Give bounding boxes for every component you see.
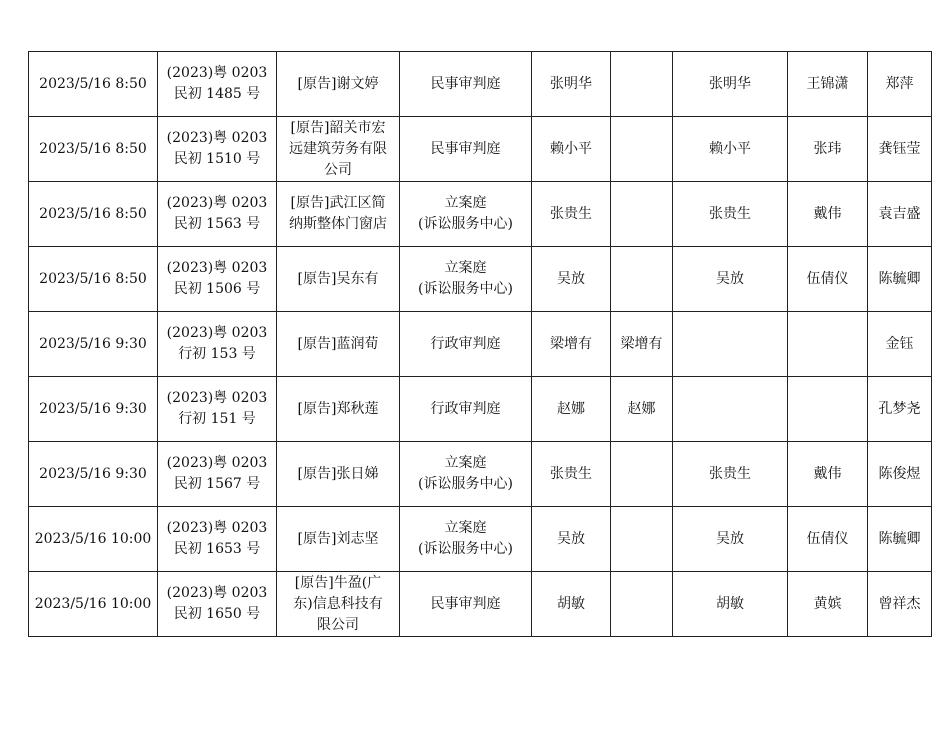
tribunal-cell: 民事审判庭 [400,52,532,117]
table-body [29,52,932,637]
judge-cell [611,52,673,117]
hearing-time-cell: 2023/5/16 9:30 [29,442,158,507]
table-row [29,247,932,312]
table-row [29,442,932,507]
tribunal-cell: 行政审判庭 [400,377,532,442]
presiding-judge-cell: 张明华 [532,52,611,117]
hearing-time-cell: 2023/5/16 8:50 [29,182,158,247]
assistant-cell: 伍倩仪 [788,247,868,312]
presiding-judge-cell: 赵娜 [532,377,611,442]
presiding-judge-cell: 梁增有 [532,312,611,377]
case-number-cell: (2023)粤 0203 民初 1510 号 [158,117,277,182]
party-cell: [原告]谢文婷 [277,52,400,117]
hearing-schedule-table [28,51,932,637]
clerk-cell: 龚钰莹 [868,117,932,182]
judge-cell [611,247,673,312]
party-cell: [原告]蓝润荀 [277,312,400,377]
hearing-time-cell: 2023/5/16 8:50 [29,247,158,312]
table-row [29,52,932,117]
hearing-time-cell: 2023/5/16 8:50 [29,52,158,117]
clerk-cell: 陈毓卿 [868,507,932,572]
table-row [29,507,932,572]
assistant-cell: 王锦潇 [788,52,868,117]
judge-cell: 梁增有 [611,312,673,377]
assistant-cell: 戴伟 [788,442,868,507]
trial-judge-cell: 胡敏 [673,572,788,637]
assistant-cell [788,377,868,442]
clerk-cell: 陈毓卿 [868,247,932,312]
assistant-cell [788,312,868,377]
case-number-cell: (2023)粤 0203 民初 1650 号 [158,572,277,637]
trial-judge-cell: 张贵生 [673,182,788,247]
trial-judge-cell: 吴放 [673,507,788,572]
presiding-judge-cell: 胡敏 [532,572,611,637]
trial-judge-cell [673,312,788,377]
trial-judge-cell: 张明华 [673,52,788,117]
case-number-cell: (2023)粤 0203 行初 153 号 [158,312,277,377]
tribunal-cell: 立案庭 (诉讼服务中心) [400,247,532,312]
judge-cell [611,117,673,182]
presiding-judge-cell: 吴放 [532,247,611,312]
tribunal-cell: 行政审判庭 [400,312,532,377]
judge-cell [611,182,673,247]
party-cell: [原告]张日娣 [277,442,400,507]
trial-judge-cell [673,377,788,442]
tribunal-cell: 立案庭 (诉讼服务中心) [400,182,532,247]
clerk-cell: 金钰 [868,312,932,377]
trial-judge-cell: 赖小平 [673,117,788,182]
assistant-cell: 伍倩仪 [788,507,868,572]
hearing-time-cell: 2023/5/16 9:30 [29,377,158,442]
assistant-cell: 戴伟 [788,182,868,247]
hearing-time-cell: 2023/5/16 9:30 [29,312,158,377]
trial-judge-cell: 吴放 [673,247,788,312]
table-row [29,377,932,442]
tribunal-cell: 立案庭 (诉讼服务中心) [400,442,532,507]
party-cell: [原告]刘志坚 [277,507,400,572]
hearing-time-cell: 2023/5/16 10:00 [29,507,158,572]
party-cell: [原告]武江区简 纳斯整体门窗店 [277,182,400,247]
table-row [29,117,932,182]
tribunal-cell: 立案庭 (诉讼服务中心) [400,507,532,572]
case-number-cell: (2023)粤 0203 民初 1567 号 [158,442,277,507]
case-number-cell: (2023)粤 0203 民初 1485 号 [158,52,277,117]
party-cell: [原告]郑秋莲 [277,377,400,442]
judge-cell [611,442,673,507]
clerk-cell: 袁吉盛 [868,182,932,247]
clerk-cell: 郑萍 [868,52,932,117]
presiding-judge-cell: 张贵生 [532,182,611,247]
tribunal-cell: 民事审判庭 [400,572,532,637]
table-row [29,312,932,377]
clerk-cell: 孔梦尧 [868,377,932,442]
table-row [29,572,932,637]
tribunal-cell: 民事审判庭 [400,117,532,182]
clerk-cell: 陈俊煜 [868,442,932,507]
hearing-time-cell: 2023/5/16 8:50 [29,117,158,182]
assistant-cell: 张玮 [788,117,868,182]
case-number-cell: (2023)粤 0203 民初 1506 号 [158,247,277,312]
hearing-time-cell: 2023/5/16 10:00 [29,572,158,637]
party-cell: [原告]吴东有 [277,247,400,312]
judge-cell: 赵娜 [611,377,673,442]
trial-judge-cell: 张贵生 [673,442,788,507]
case-number-cell: (2023)粤 0203 民初 1563 号 [158,182,277,247]
presiding-judge-cell: 张贵生 [532,442,611,507]
party-cell: [原告]牛盈(广 东)信息科技有 限公司 [277,572,400,637]
clerk-cell: 曾祥杰 [868,572,932,637]
judge-cell [611,572,673,637]
table-row [29,182,932,247]
judge-cell [611,507,673,572]
assistant-cell: 黄嫔 [788,572,868,637]
presiding-judge-cell: 赖小平 [532,117,611,182]
case-number-cell: (2023)粤 0203 行初 151 号 [158,377,277,442]
case-number-cell: (2023)粤 0203 民初 1653 号 [158,507,277,572]
party-cell: [原告]韶关市宏 远建筑劳务有限 公司 [277,117,400,182]
presiding-judge-cell: 吴放 [532,507,611,572]
